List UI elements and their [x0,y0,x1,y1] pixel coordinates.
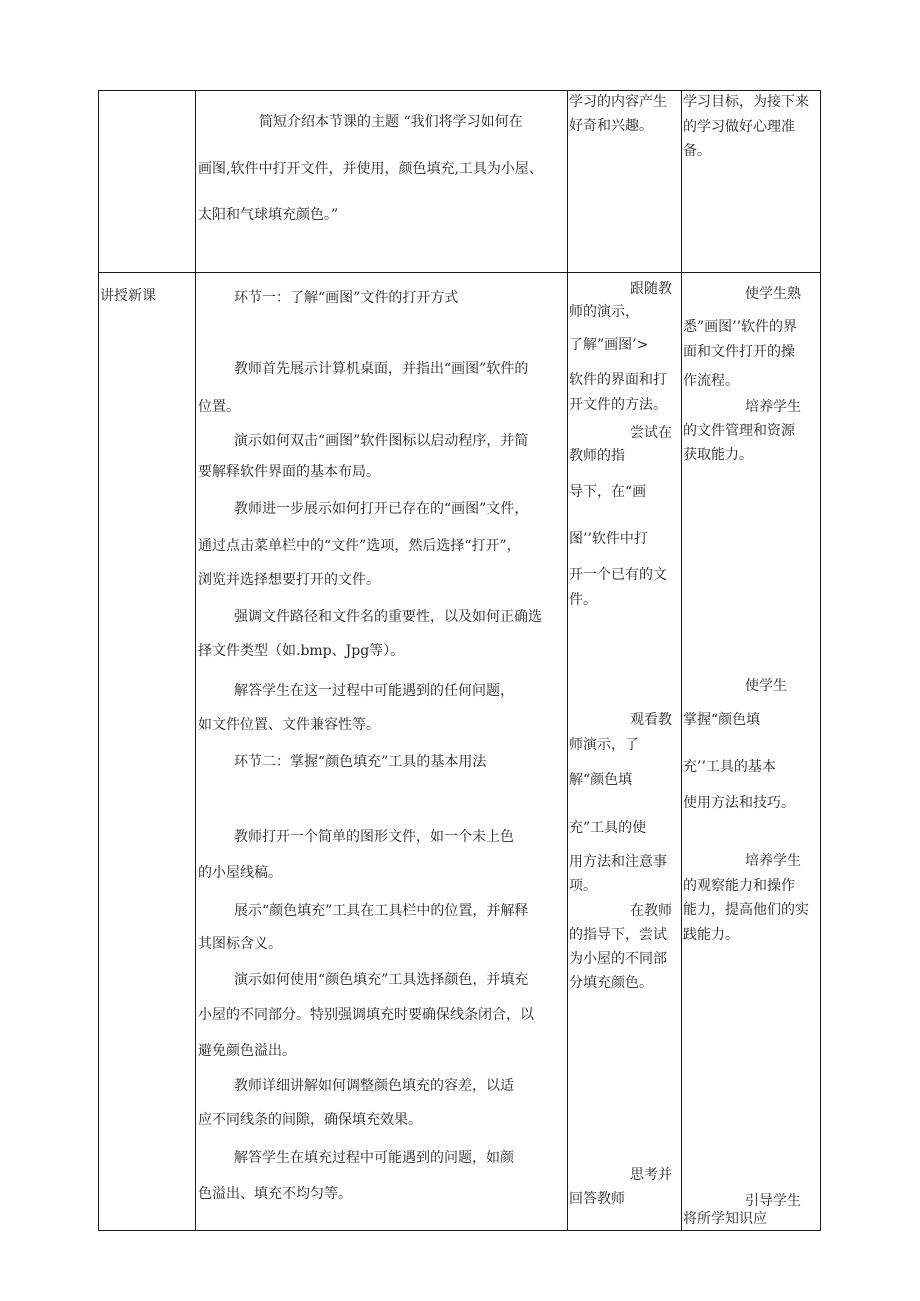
student-activity-line: 尝试在 [630,425,672,441]
section-heading: 环节二：掌握“颜色填充”工具的基本用法 [234,754,487,770]
teacher-activity-line: 如文件位置、文件兼容性等。 [198,717,380,733]
student-activity-line: 了解”画图’> [569,337,649,353]
teacher-activity-line: 教师打开一个简单的图形文件，如一个未上色 [234,829,514,845]
teacher-activity-line: 浏览并选择想要打开的文件。 [198,572,380,588]
teacher-activity-line: 避免颜色溢出。 [198,1043,296,1059]
teacher-activity-line: 教师详细讲解如何调整颜色填充的容差，以适 [234,1078,514,1094]
student-activity-line: 师演示，了 [569,737,639,753]
design-intent-line: 培养学生 [745,399,801,415]
column-divider-teacher [567,90,568,1231]
student-activity-line: 件。 [569,592,597,608]
student-activity-line: 软件的界面和打 [569,372,667,388]
teacher-activity-line: 教师首先展示计算机桌面，并指出“画图”软件的 [234,361,529,377]
teacher-activity-line: 择文件类型（如.bmp、Jpg等）。 [198,643,405,659]
student-activity-line: 师的演示， [569,304,639,320]
teacher-activity-line: 通过点击菜单栏中的“文件”选项，然后选择“打开”， [198,538,521,554]
table-right-border [820,90,821,1231]
column-divider-student [681,90,682,1231]
design-intent-line: 的观察能力和操作 [683,878,795,894]
design-intent-line: 备。 [683,143,711,159]
student-activity-line: 思考并 [630,1167,672,1183]
design-intent-line: 面和文件打开的操 [683,344,795,360]
design-intent-line: 的学习做好心理准 [683,119,795,135]
teacher-activity-line: 小屋的不同部分。特别强调填充时要确保线条闭合，以 [198,1007,534,1023]
design-intent-line: 获取能力。 [683,447,753,463]
student-activity-line: 为小屋的不同部 [569,951,667,967]
design-intent-line: 作流程。 [683,373,739,389]
student-activity-line: 学习的内容产生 [569,94,667,110]
teacher-activity-line: 演示如何双击“画图”软件图标以启动程序，并简 [234,433,529,449]
teacher-activity-line: 展示“颜色填充”工具在工具栏中的位置，并解释 [234,903,529,919]
design-intent-line: 充’’工具的基本 [683,759,776,775]
student-activity-line: 图’’软件中打 [569,531,648,547]
row-divider [98,272,821,273]
design-intent-line: 使学生熟 [745,286,801,302]
teacher-activity-line: 教师进一步展示如何打开已存在的“画图”文件， [234,501,529,517]
student-activity-line: 项。 [569,878,597,894]
teacher-activity-line: 应不同线条的间隙，确保填充效果。 [198,1112,422,1128]
teacher-activity-line: 简短介绍本节课的主题 “我们将学习如何在 [259,114,523,130]
student-activity-line: 回答教师 [569,1191,625,1207]
design-intent-line: 使用方法和技巧。 [683,795,795,811]
design-intent-line: 使学生 [745,678,787,694]
stage-label: 讲授新课 [100,288,156,304]
design-intent-line: 培养学生 [745,853,801,869]
student-activity-line: 解“颜色填 [569,772,633,788]
table-bottom-border [98,1230,821,1231]
teacher-activity-line: 色溢出、填充不均匀等。 [198,1186,352,1202]
design-intent-line: 能力，提高他们的实 [683,902,809,918]
teacher-activity-line: 要解释软件界面的基本布局。 [198,464,380,480]
student-activity-line: 的指导下，尝试 [569,927,667,943]
student-activity-line: 观看教 [630,712,672,728]
student-activity-line: 开文件的方法。 [569,397,667,413]
student-activity-line: 充”工具的使 [569,820,647,836]
design-intent-line: 引导学生 [745,1193,801,1209]
teacher-activity-line: 太阳和气球填充颜色。” [198,207,339,223]
teacher-activity-line: 强调文件路径和文件名的重要性，以及如何正确选 [234,609,542,625]
teacher-activity-line: 画图,软件中打开文件，并使用，颜色填充,工具为小屋、 [198,161,543,177]
column-divider-stage [195,90,196,1231]
table-left-border [98,90,99,1231]
student-activity-line: 教师的指 [569,448,625,464]
student-activity-line: 跟随教 [630,281,672,297]
teacher-activity-line: 位置。 [198,399,240,415]
student-activity-line: 好奇和兴趣。 [569,118,653,134]
teacher-activity-line: 解答学生在填充过程中可能遇到的问题，如颜 [234,1150,514,1166]
design-intent-line: 悉”画图’’软件的界 [683,319,798,335]
section-heading: 环节一：了解“画图”文件的打开方式 [234,290,459,306]
table-top-border [98,90,821,91]
design-intent-line: 将所学知识应 [683,1211,767,1227]
design-intent-line: 的文件管理和资源 [683,423,795,439]
student-activity-line: 分填充颜色。 [569,975,653,991]
teacher-activity-line: 解答学生在这一过程中可能遇到的任何问题， [234,683,514,699]
student-activity-line: 在教师 [630,903,672,919]
design-intent-line: 践能力。 [683,927,739,943]
teacher-activity-line: 的小屋线稿。 [198,865,282,881]
teacher-activity-line: 演示如何使用“颜色填充”工具选择颜色，并填充 [234,972,529,988]
design-intent-line: 学习目标，为接下来 [683,94,809,110]
student-activity-line: 导下，在“画 [569,484,647,500]
teacher-activity-line: 其图标含义。 [198,936,282,952]
design-intent-line: 掌握“颜色填 [683,712,761,728]
student-activity-line: 开一个已有的文 [569,567,667,583]
student-activity-line: 用方法和注意事 [569,854,667,870]
